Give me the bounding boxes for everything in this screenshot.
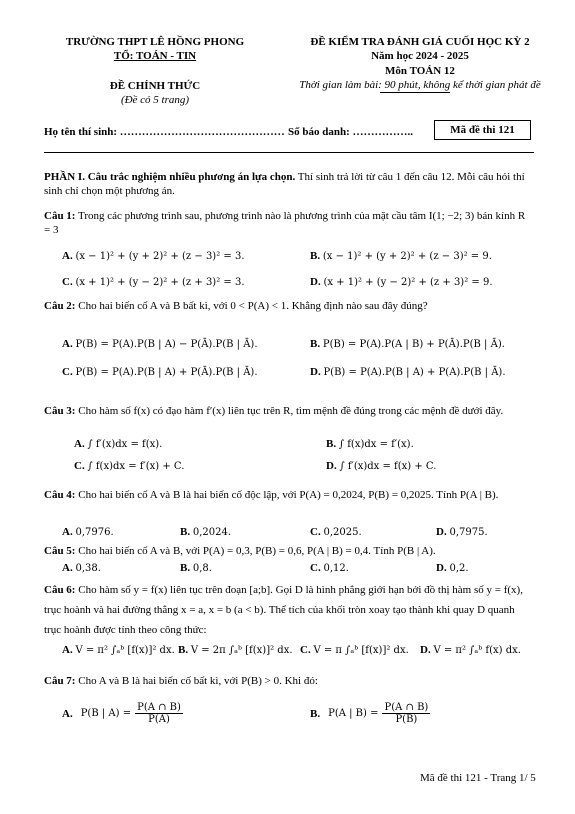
- q2-option-c[interactable]: C. P(B) = P(A).P(B | A) + P(Ā).P(B | Ā).: [62, 366, 258, 378]
- exam-title: ĐỀ KIỂM TRA ĐÁNH GIÁ CUỐI HỌC KỲ 2: [310, 36, 530, 48]
- q4-option-a[interactable]: A. 0,7976.: [62, 526, 114, 538]
- question-7: Câu 7: Cho A và B là hai biến cố bất kì, với P(B) > 0. Khi đó:: [44, 675, 318, 687]
- q7-option-b[interactable]: B. P(A | B) = $\frac{P(A \cap B)}{P(B)}$: [310, 702, 429, 725]
- school-name: TRƯỜNG THPT LÊ HỒNG PHONG: [65, 36, 245, 48]
- q1-option-b[interactable]: B. (x − 1)² + (y + 2)² + (z − 3)² = 9.: [310, 250, 492, 262]
- q2-option-b[interactable]: B. P(B) = P(A).P(A | B) + P(Ā).P(B | Ā).: [310, 338, 505, 350]
- q7-b-fraction: $\frac{P(A \cap B)}{P(B)}$: [384, 702, 429, 725]
- q5-option-d[interactable]: D. 0,2.: [436, 562, 469, 574]
- student-id-field: Số báo danh: ……………..: [288, 126, 414, 138]
- subject: Môn TOÁN 12: [385, 65, 455, 77]
- question-6: Câu 6: Cho hàm số y = f(x) liên tục trên đoạn [a;b]. Gọi D là hình phẳng giới hạn bởi đồ thị hàm số y = f(x), trục hoành và hai đường thẳng x = a, x = b (a < b). Thể tích của khối tròn xoay tạo thành khi quay D quanh trục hoành được tính theo công thức:: [44, 584, 523, 636]
- q4-option-c[interactable]: C. 0,2025.: [310, 526, 362, 538]
- q1-option-a[interactable]: A. (x − 1)² + (y + 2)² + (z − 3)² = 3.: [62, 250, 245, 262]
- q6-option-a[interactable]: A. V = π² ∫ₐᵇ [f(x)]² dx.: [62, 644, 175, 656]
- school-year: Năm học 2024 - 2025: [371, 50, 469, 62]
- time-limit: Thời gian làm bài: 90 phút, không kể thời gian phát đề: [299, 79, 541, 91]
- page-count: (Đề có 5 trang): [120, 94, 190, 106]
- page-footer: Mã đề thi 121 - Trang 1/ 5: [420, 772, 536, 784]
- q6-option-d[interactable]: D. V = π² ∫ₐᵇ f(x) dx.: [420, 644, 521, 656]
- section-divider: [44, 152, 534, 153]
- q5-option-c[interactable]: C. 0,12.: [310, 562, 349, 574]
- q6-option-b[interactable]: B. V = 2π ∫ₐᵇ [f(x)]² dx.: [178, 644, 293, 656]
- q3-option-d[interactable]: D. ∫ f′(x)dx = f(x) + C.: [326, 460, 437, 472]
- q5-option-a[interactable]: A. 0,38.: [62, 562, 101, 574]
- q6-option-c[interactable]: C. V = π ∫ₐᵇ [f(x)]² dx.: [300, 644, 409, 656]
- official-label: ĐỀ CHÍNH THỨC: [109, 80, 201, 92]
- part1-heading: PHẦN I. Câu trắc nghiệm nhiều phương án lựa chọn. Thí sinh trả lời từ câu 1 đến câu 12. Mỗi câu hỏi thí sinh chỉ chọn một phương án.: [44, 171, 525, 197]
- student-name-field: Họ tên thí sinh: ………………………………………: [44, 126, 285, 138]
- exam-code-box: Mã đề thi 121: [434, 120, 531, 140]
- q3-option-b[interactable]: B. ∫ f(x)dx = f′(x).: [326, 438, 414, 450]
- question-4: Câu 4: Cho hai biến cố A và B là hai biến cố độc lập, với P(A) = 0,2024, P(B) = 0,2025. Tính P(A | B).: [44, 489, 499, 501]
- q4-option-d[interactable]: D. 0,7975.: [436, 526, 488, 538]
- question-5: Câu 5: Cho hai biến cố A và B, với P(A) = 0,3, P(B) = 0,6, P(A | B) = 0,4. Tính P(B | A).: [44, 545, 436, 557]
- header-divider: [380, 92, 450, 93]
- q4-option-b[interactable]: B. 0,2024.: [180, 526, 232, 538]
- q5-option-b[interactable]: B. 0,8.: [180, 562, 212, 574]
- question-2: Câu 2: Cho hai biến cố A và B bất kì, với 0 < P(A) < 1. Khẳng định nào sau đây đúng?: [44, 300, 428, 312]
- question-1: Câu 1: Trong các phương trình sau, phương trình nào là phương trình của mặt cầu tâm I(1; −2; 3) bán kính R = 3: [44, 210, 526, 236]
- question-3: Câu 3: Cho hàm số f(x) có đạo hàm f′(x) liên tục trên R, tìm mệnh đề đúng trong các mệnh đề dưới đây.: [44, 405, 504, 417]
- q3-option-c[interactable]: C. ∫ f(x)dx = f′(x) + C.: [74, 460, 185, 472]
- q2-option-a[interactable]: A. P(B) = P(A).P(B | A) − P(Ā).P(B | Ā).: [62, 338, 258, 350]
- q1-option-d[interactable]: D. (x + 1)² + (y − 2)² + (z + 3)² = 9.: [310, 276, 493, 288]
- q7-option-a[interactable]: A. P(B | A) = $\frac{P(A \cap B)}{P(A)}$: [62, 702, 181, 725]
- department: TỔ: TOÁN - TIN: [113, 50, 197, 62]
- q3-option-a[interactable]: A. ∫ f′(x)dx = f(x).: [74, 438, 163, 450]
- q1-option-c[interactable]: C. (x + 1)² + (y − 2)² + (z + 3)² = 3.: [62, 276, 245, 288]
- q7-a-fraction: $\frac{P(A \cap B)}{P(A)}$: [137, 702, 181, 725]
- q2-option-d[interactable]: D. P(B) = P(A).P(B | A) + P(A).P(B | Ā).: [310, 366, 506, 378]
